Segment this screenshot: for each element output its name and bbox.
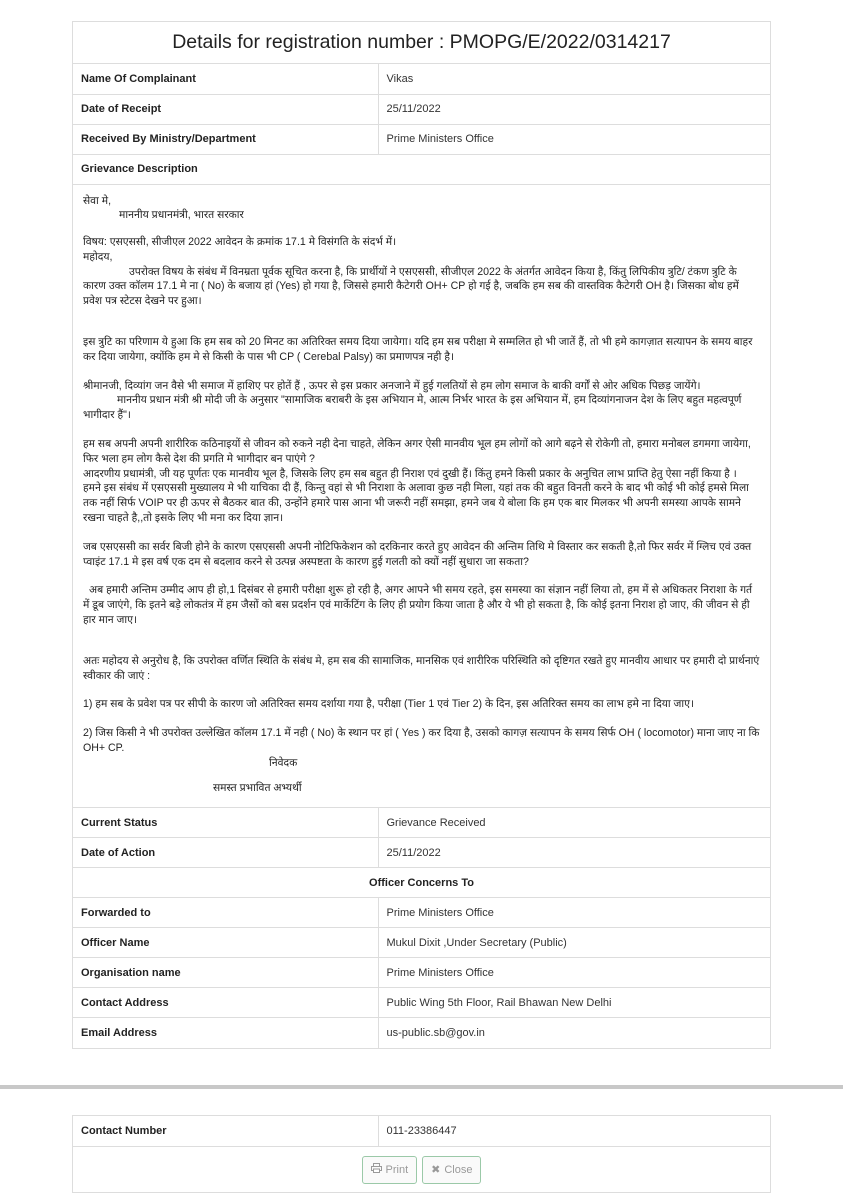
officer-name-value: Mukul Dixit ,Under Secretary (Public) bbox=[378, 928, 770, 958]
desc-paragraph: जब एसएससी का सर्वर बिजी होने के कारण एसएससी अपनी नोटिफिकेशन को दरकिनार करते हुए आवेदन की अन्तिम तिथि मे विस्तार कर सकती है,तो फिर सर्वर में ग्लिच एवं उक्त प्वाइंट 17.1 मे इस वर्ष एक दम से बदलाव करने से उत्पन्न अस्पष्टता के कारण हुई गलती को क्यों नहीं सुधारा जा सकता? bbox=[83, 540, 752, 568]
received-by-value: Prime Ministers Office bbox=[378, 124, 770, 154]
officer-name-label: Officer Name bbox=[73, 928, 378, 958]
received-by-label: Received By Ministry/Department bbox=[73, 124, 378, 154]
close-button-label: Close bbox=[444, 1163, 473, 1176]
registration-details-panel bbox=[72, 21, 771, 1049]
forwarded-to-value: Prime Ministers Office bbox=[378, 898, 770, 928]
date-of-action-label: Date of Action bbox=[73, 838, 378, 868]
x-icon: ✖ bbox=[431, 1164, 441, 1176]
table-row bbox=[73, 64, 770, 94]
current-status-label: Current Status bbox=[73, 808, 378, 838]
desc-line: विषय: एसएससी, सीजीएल 2022 आवेदन के क्रमांक 17.1 मे विसंगति के संदर्भ में। bbox=[83, 236, 397, 249]
table-row bbox=[73, 898, 770, 928]
signature-line: निवेदक bbox=[269, 756, 298, 769]
print-button[interactable] bbox=[362, 1156, 418, 1184]
date-of-receipt-value: 25/11/2022 bbox=[378, 94, 770, 124]
grievance-description-heading: Grievance Description bbox=[73, 154, 770, 184]
desc-paragraph: आदरणीय प्रधामंत्री, जी यह पूर्णतः एक मानवीय भूल है, जिसके लिए हम सब बहुत ही निराश एवं दुखी हैं। किंतु हमने किसी प्रकार के अनुचित लाभ प्राप्ति हेतु ऐसा नहीं किया है । bbox=[83, 467, 737, 480]
complainant-name-label: Name Of Complainant bbox=[73, 64, 378, 94]
desc-paragraph: हम सब अपनी अपनी शारीरिक कठिनाइयों से जीवन को रुकने नही देना चाहते, लेकिन अगर ऐसी मानवीय भूल हम लोगों को आगे बढ़ने से रोकेगी तो, हमारा मनोबल डगमगा जायेगा, फिर भला हम लोग कैसे देश की प्रगति मे भागीदार बन पाएंगे ? bbox=[83, 438, 751, 465]
contact-number-value: 011-23386447 bbox=[386, 1125, 457, 1137]
organisation-name-value: Prime Ministers Office bbox=[378, 958, 770, 988]
date-of-action-value: 25/11/2022 bbox=[378, 838, 770, 868]
desc-paragraph: 1) हम सब के प्रवेश पत्र पर सीपी के कारण जो अतिरिक्त समय दर्शाया गया है, परीक्षा (Tier 1 एवं Tier 2) के दिन, इस अतिरिक्त समय का लाभ हमे ना दिया जाए। bbox=[83, 698, 695, 711]
table-row bbox=[73, 154, 770, 184]
contact-address-label: Contact Address bbox=[73, 988, 378, 1018]
table-row bbox=[73, 868, 770, 898]
desc-paragraph-text: अब हमारी अन्तिम उम्मीद आप ही हो,1 दिसंबर से हमारी परीक्षा शुरू हो रही है, अगर आपने भी समय रहते, इस समस्या का संज्ञान नहीं लिया तो, हम में से अधिकतर निराशा के गर्त में डूब जाएंगे, कि इतने बड़े लोकतंत्र में हम जैसों को बस प्रदर्शन एवं मार्केटिंग के लिए ही प्रयोग किया जाता है और ये भी हो सकता है, कि कोई इतना निराश हो जाए, की जीवन से ही हार मान जाए। bbox=[83, 584, 753, 627]
desc-paragraph: अतः महोदय से अनुरोध है, कि उपरोक्त वर्णित स्थिति के संबंध मे, हम सब की सामाजिक, मानसिक एवं शारीरिक परिस्थिति को दृष्टिगत रखते हुए मानवीय आधार पर हमारी दो प्रार्थनाएं स्वीकार की जाएं : bbox=[83, 654, 760, 682]
table-row bbox=[73, 124, 770, 154]
table-row bbox=[73, 808, 770, 838]
forwarded-to-label: Forwarded to bbox=[73, 898, 378, 928]
officer-concerns-heading: Officer Concerns To bbox=[73, 868, 770, 898]
desc-paragraph bbox=[83, 393, 760, 423]
print-button-label: Print bbox=[385, 1163, 409, 1176]
desc-paragraph-text: माननीय प्रधान मंत्री श्री मोदी जी के अनुसार "सामाजिक बराबरी के इस अभियान मे, आत्म निर्भर भारत के इस अभियान में, हम दिव्यांगनाजन देश के लिए बहुत महत्वपूर्ण भागीदार हैं"। bbox=[83, 394, 742, 422]
desc-paragraph: हमने इस संबंध में एसएससी मुख्यालय मे भी याचिका दी हैं, किन्तु वहां से भी निराशा के अलावा कुछ नही मिला, यहां तक की बहुत विनती करने के बाद भी कोई भी कोई हमसे मिला तक नहीं सिर्फ VOIP पर ही ऊपर से बैठकर बात की, उन्होंने हमारे पास आना भी जरूरी नहीं समझा, हमने जब ये बोला कि हम एक बार मिलकर भी अपनी समस्या आपके सामने रखना चाहते है,,तो इसके लिए भी मना कर दिया ज्ञान। bbox=[83, 482, 749, 525]
contact-number-label: Contact Number bbox=[73, 1116, 378, 1146]
desc-line: महोदय, bbox=[83, 250, 113, 263]
contact-panel bbox=[72, 1115, 771, 1193]
table-row bbox=[73, 958, 770, 988]
page-title: Details for registration number : PMOPG/E/2022/0314217 bbox=[73, 22, 770, 64]
page-divider bbox=[0, 1085, 843, 1089]
date-of-receipt-label: Date of Receipt bbox=[73, 94, 378, 124]
table-row bbox=[73, 184, 770, 808]
table-row bbox=[73, 838, 770, 868]
complainant-name-value: Vikas bbox=[378, 64, 770, 94]
contact-address-value: Public Wing 5th Floor, Rail Bhawan New Delhi bbox=[378, 988, 770, 1018]
close-button[interactable] bbox=[422, 1156, 481, 1184]
desc-paragraph-text: उपरोक्त विषय के संबंध में विनम्रता पूर्वक सूचित करना है, कि प्रार्थीयों ने एसएससी, सीजीएल 2022 के अंतर्गत आवेदन किया है, किंतु लिपिकीय त्रुटि/ टंकण त्रुटि के कारण उक्त कॉलम 17.1 मे ना ( No) के बजाय हां (Yes) हो गया है, जिससे हमारी कैटेगरी OH+ CP हो गई है, जबकि हम सब की वास्तविक कैटेगरी OH है। जिसका बोध हमें प्रवेश पत्र स्टेटस देखने पर हुआ। bbox=[83, 265, 739, 308]
desc-paragraph bbox=[83, 583, 760, 627]
table-row bbox=[73, 1116, 770, 1146]
desc-paragraph: 2) जिस किसी ने भी उपरोक्त उल्लेखित कॉलम 17.1 में नही ( No) के स्थान पर हां ( Yes ) कर दिया है, उसको कागज़ सत्यापन के समय सिर्फ OH ( locomotor) माना जाए ना कि OH+ CP. bbox=[83, 727, 760, 755]
table-row bbox=[73, 1018, 770, 1048]
desc-line: माननीय प्रधानमंत्री, भारत सरकार bbox=[119, 209, 244, 222]
organisation-name-label: Organisation name bbox=[73, 958, 378, 988]
table-row bbox=[73, 988, 770, 1018]
contact-table bbox=[73, 1116, 770, 1146]
printer-icon bbox=[371, 1163, 382, 1176]
email-address-value: us-public.sb@gov.in bbox=[386, 1027, 485, 1040]
details-table bbox=[73, 64, 770, 1048]
grievance-description-text bbox=[73, 185, 770, 808]
email-address-label: Email Address bbox=[73, 1018, 378, 1048]
current-status-value: Grievance Received bbox=[378, 808, 770, 838]
grievance-description-cell bbox=[73, 184, 770, 808]
desc-line: सेवा मे, bbox=[83, 194, 112, 207]
desc-paragraph bbox=[83, 265, 760, 309]
desc-paragraph: इस त्रुटि का परिणाम ये हुआ कि हम सब को 20 मिनट का अतिरिक्त समय दिया जायेगा। यदि हम सब परीक्षा मे सम्मलित हो भी जातें हैं, तो भी हमे कागज़ात सत्यापन के समय बाहर कर दिया जायेगा, क्योंकि हम मे से किसी के पास भी CP ( Cerebal Palsy) का प्रमाणपत्र नही है। bbox=[83, 336, 753, 363]
signature-line: समस्त प्रभावित अभ्यर्थी bbox=[213, 781, 302, 794]
action-buttons bbox=[73, 1146, 770, 1192]
table-row bbox=[73, 94, 770, 124]
desc-paragraph: श्रीमानजी, दिव्यांग जन वैसे भी समाज में हाशिए पर होतें हैं , ऊपर से इस प्रकार अनजाने में हुई गलतियों से हम लोग समाज के बाकी वर्गों से ओर अधिक पिछड़ जायेंगे। bbox=[83, 379, 701, 392]
table-row bbox=[73, 928, 770, 958]
